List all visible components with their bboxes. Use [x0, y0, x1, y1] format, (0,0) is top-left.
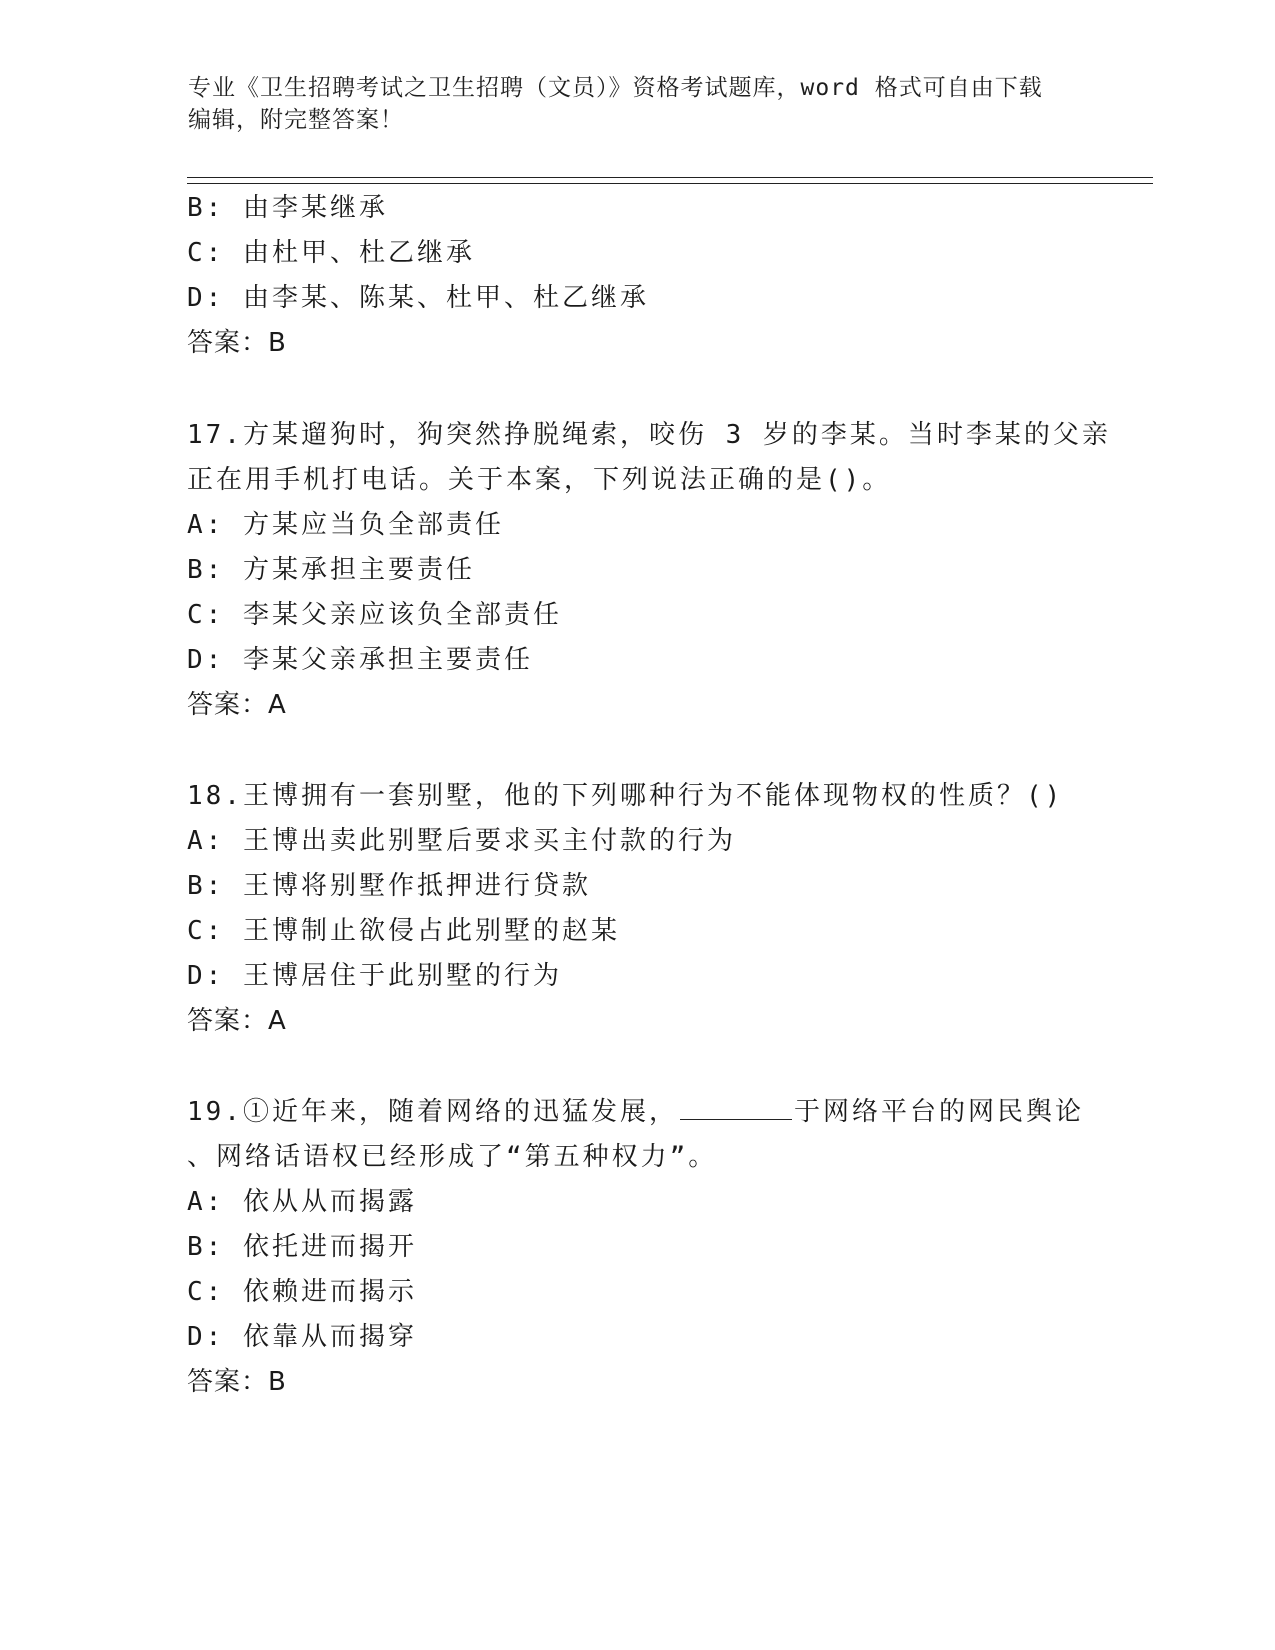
q17-answer: 答案：A [187, 690, 287, 720]
q19-stem-text-before-blank: 19.①近年来，随着网络的迅猛发展， [187, 1097, 678, 1127]
q17-stem-line-1: 17.方某遛狗时，狗突然挣脱绳索，咬伤 3 岁的李某。当时李某的父亲 [187, 420, 1111, 450]
q16-option-c: C: 由杜甲、杜乙继承 [187, 238, 475, 268]
q19-option-c: C: 依赖进而揭示 [187, 1277, 417, 1307]
q18-answer: 答案：A [187, 1006, 287, 1036]
q17-option-a: A: 方某应当负全部责任 [187, 510, 504, 540]
q18-option-c: C: 王博制止欲侵占此别墅的赵某 [187, 916, 620, 946]
q19-stem-line-2: 、网络话语权已经形成了“第五种权力”。 [187, 1142, 718, 1172]
header-line-1: 专业《卫生招聘考试之卫生招聘（文员）》资格考试题库，word 格式可自由下载 [188, 75, 1043, 101]
q19-stem-text-after-blank: 于网络平台的网民舆论 [793, 1097, 1084, 1127]
header-divider-top [187, 177, 1153, 178]
q19-option-b: B: 依托进而揭开 [187, 1232, 417, 1262]
q17-stem-line-2: 正在用手机打电话。关于本案，下列说法正确的是()。 [187, 465, 892, 495]
q17-option-b: B: 方某承担主要责任 [187, 555, 475, 585]
header-divider-bottom [187, 183, 1153, 184]
q17-option-d: D: 李某父亲承担主要责任 [187, 645, 533, 675]
q18-option-b: B: 王博将别墅作抵押进行贷款 [187, 871, 591, 901]
q16-option-d: D: 由李某、陈某、杜甲、杜乙继承 [187, 283, 649, 313]
header-line-2: 编辑，附完整答案！ [188, 107, 404, 133]
q19-option-a: A: 依从从而揭露 [187, 1187, 417, 1217]
q19-stem-line-1 [187, 1095, 1084, 1129]
q17-option-c: C: 李某父亲应该负全部责任 [187, 600, 562, 630]
fill-in-blank [680, 1095, 792, 1120]
q18-option-a: A: 王博出卖此别墅后要求买主付款的行为 [187, 826, 736, 856]
q19-option-d: D: 依靠从而揭穿 [187, 1322, 417, 1352]
q19-answer: 答案：B [187, 1367, 287, 1397]
document-header [188, 72, 1088, 136]
q18-stem-line-1: 18.王博拥有一套别墅，他的下列哪种行为不能体现物权的性质？() [187, 781, 1064, 811]
q18-option-d: D: 王博居住于此别墅的行为 [187, 961, 562, 991]
q16-option-b: B: 由李某继承 [187, 193, 388, 223]
q16-answer: 答案：B [187, 328, 287, 358]
